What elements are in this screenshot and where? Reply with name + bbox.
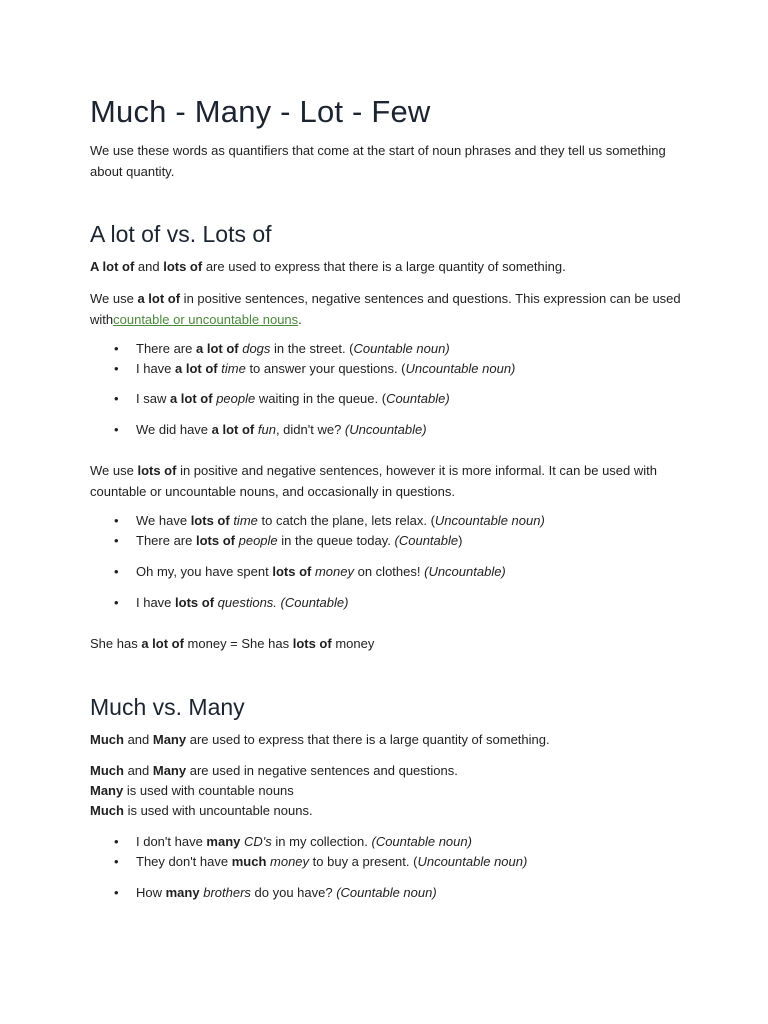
much-many-examples-list (90, 832, 710, 903)
lots-of-usage: We use lots of in positive and negative sentences, however it is more informal. It can be used with countable or uncountable nouns, and occasionally in questions. (90, 463, 657, 499)
equivalence-sentence: She has a lot of money = She has lots of money (90, 636, 375, 651)
list-item: • We did have a lot of fun, didn't we? (Uncountable) (90, 420, 710, 440)
list-item: • There are a lot of dogs in the street. (Countable noun) (90, 339, 710, 359)
list-item: • I have lots of questions. (Countable) (90, 593, 710, 613)
list-item: • We have lots of time to catch the plane, lets relax. (Uncountable noun) (90, 511, 710, 531)
much-many-rules: Much and Many are used in negative sentences and questions. Many is used with countable nouns Much is used with uncountable nouns. (90, 763, 458, 818)
a-lot-of-examples-list (90, 339, 710, 440)
list-item: • How many brothers do you have? (Countable noun) (90, 883, 710, 903)
a-lot-of-definition: A lot of and lots of are used to express that there is a large quantity of something. (90, 259, 566, 274)
section-heading-much-many: Much vs. Many (90, 694, 245, 720)
list-item: • I have a lot of time to answer your questions. (Uncountable noun) (90, 359, 710, 379)
list-item: • There are lots of people in the queue today. (Countable) (90, 531, 710, 551)
countable-nouns-link[interactable]: countable or uncountable nouns (113, 312, 299, 327)
lots-of-examples-list (90, 511, 710, 613)
section-heading-a-lot-of: A lot of vs. Lots of (90, 221, 272, 247)
a-lot-of-usage: We use a lot of in positive sentences, negative sentences and questions. This expression can be used withcountable or uncountable nouns. (90, 291, 681, 327)
list-item: • Oh my, you have spent lots of money on clothes! (Uncountable) (90, 562, 710, 582)
list-item: • I saw a lot of people waiting in the queue. (Countable) (90, 389, 710, 409)
intro-paragraph: We use these words as quantifiers that come at the start of noun phrases and they tell us something about quantity. (90, 143, 666, 179)
list-item: • I don't have many CD's in my collection. (Countable noun) (90, 832, 710, 852)
page-title: Much - Many - Lot - Few (90, 94, 431, 129)
list-item: • They don't have much money to buy a present. (Uncountable noun) (90, 852, 710, 872)
much-many-definition: Much and Many are used to express that there is a large quantity of something. (90, 732, 550, 747)
